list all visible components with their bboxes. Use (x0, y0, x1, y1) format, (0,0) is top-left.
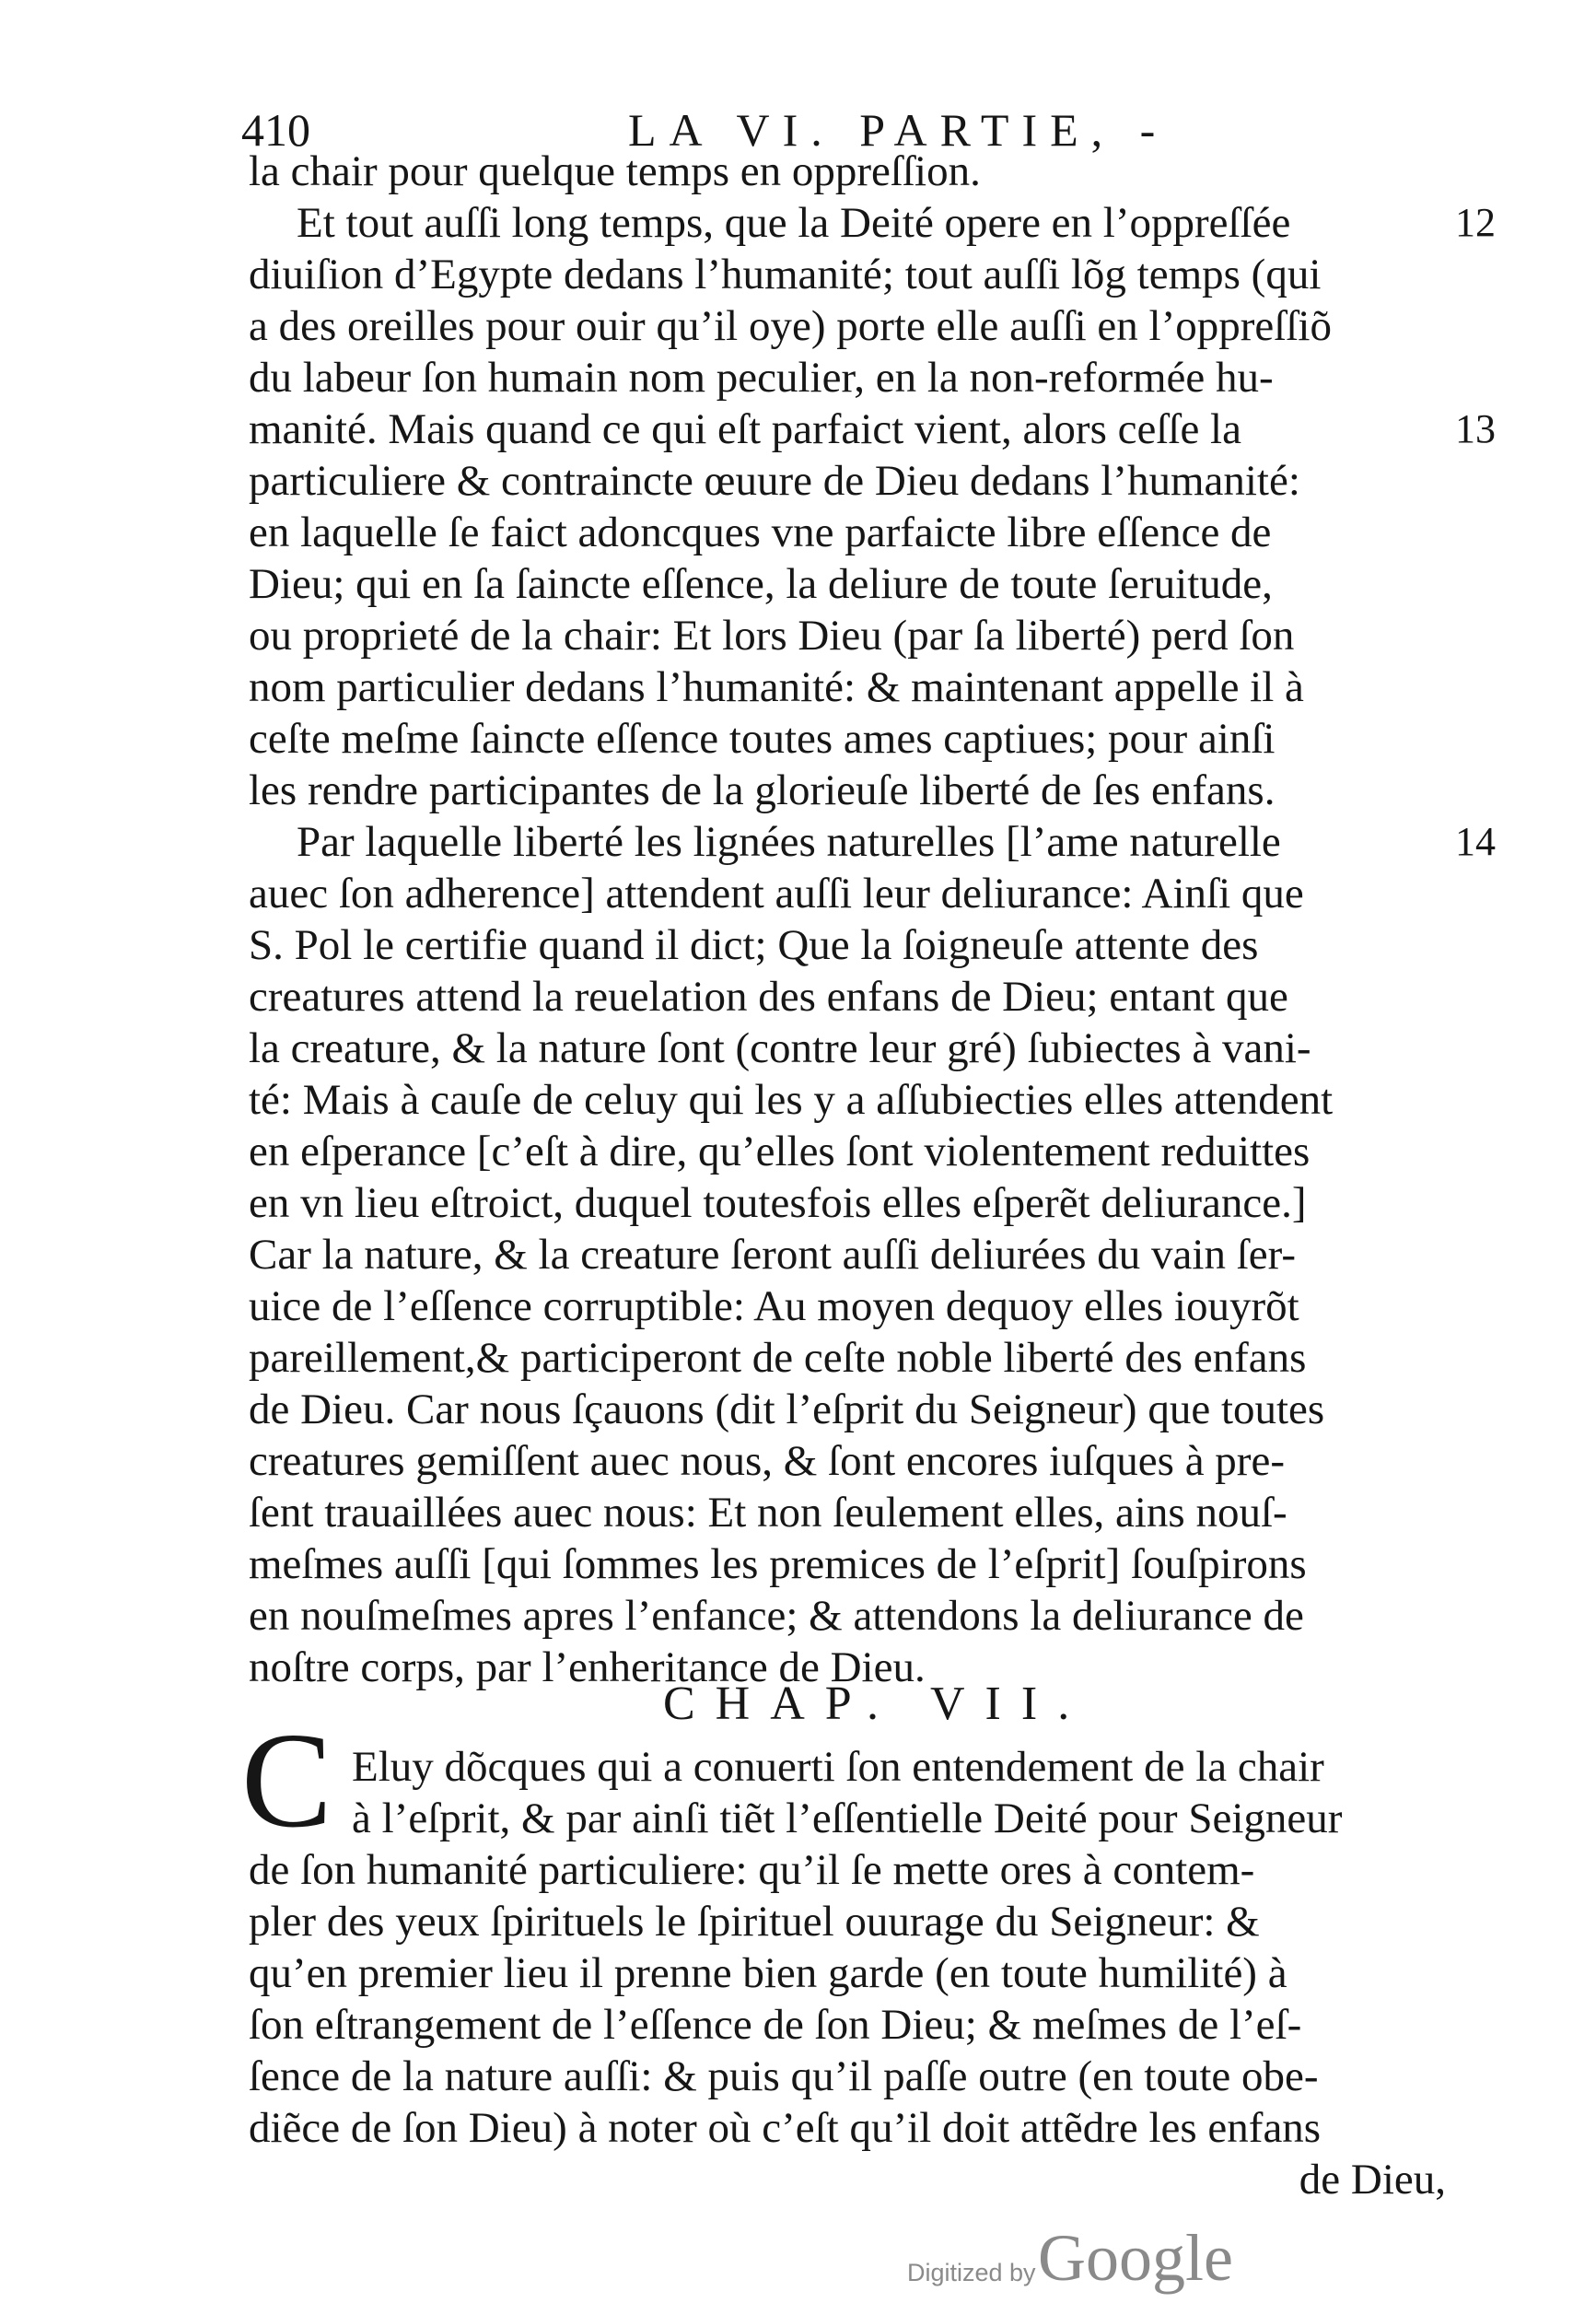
text-line: Par laquelle liberté les lignées naturelles [l’ame naturelle (297, 818, 1281, 866)
text-line: té: Mais à cauſe de celuy qui les y a aſſubiecties elles attendent (249, 1076, 1334, 1124)
text-line: en vn lieu eſtroict, duquel toutesfois elles eſperẽt deliurance.] (249, 1179, 1307, 1227)
running-title: LA VI. PARTIE, - (628, 104, 1169, 156)
text-line: Car la nature, & la creature ſeront auſſi deliurées du vain ſer- (249, 1231, 1296, 1279)
text-line: ſent trauaillées auec nous: Et non ſeulement elles, ains nouſ- (249, 1489, 1287, 1537)
text-line: de Dieu. Car nous ſçauons (dit l’eſprit du Seigneur) que toutes (249, 1385, 1325, 1433)
text-line: meſmes auſſi [qui ſommes les premices de l’eſprit] ſouſpirons (249, 1540, 1307, 1588)
verse-number: 14 (1455, 819, 1496, 864)
text-line: auec ſon adherence] attendent auſſi leur deliurance: Ainſi que (249, 870, 1304, 918)
text-line: S. Pol le certifie quand il dict; Que la ſoigneuſe attente des (249, 921, 1259, 969)
text-line: Dieu; qui en ſa ſaincte eſſence, la deliure de toute ſeruitude, (249, 560, 1273, 608)
text-line: pareillement,& participeront de ceſte noble liberté des enfans (249, 1334, 1307, 1382)
verse-number: 13 (1455, 406, 1496, 451)
text-line: en laquelle ſe faict adoncques vne parfaicte libre eſſence de (249, 509, 1272, 556)
text-line: pler des yeux ſpirituels le ſpirituel ouurage du Seigneur: & (249, 1898, 1260, 1946)
text-line: creatures attend la reuelation des enfans de Dieu; entant que (249, 973, 1288, 1021)
text-line: nom particulier dedans l’humanité: & maintenant appelle il à (249, 663, 1304, 711)
text-line: ceſte meſme ſaincte eſſence toutes ames captiues; pour ainſi (249, 715, 1276, 763)
text-line: de ſon humanité particuliere: qu’il ſe mette ores à contem- (249, 1846, 1255, 1894)
text-line: la chair pour quelque temps en oppreſſion. (249, 147, 981, 195)
text-line: particuliere & contraincte œuure de Dieu dedans l’humanité: (249, 457, 1300, 505)
text-line: la creature, & la nature ſont (contre leur gré) ſubiectes à vani- (249, 1024, 1311, 1072)
verse-number: 12 (1455, 200, 1496, 245)
google-logo: Google (1038, 2221, 1233, 2295)
text-line: Et tout auſſi long temps, que la Deité opere en l’oppreſſée (297, 199, 1291, 247)
text-line: noſtre corps, par l’enheritance de Dieu. (249, 1643, 926, 1691)
text-line: manité. Mais quand ce qui eſt parfaict vient, alors ceſſe la (249, 405, 1241, 453)
text-line: les rendre participantes de la glorieuſe liberté de ſes enfans. (249, 766, 1276, 814)
text-line: uice de l’eſſence corruptible: Au moyen dequoy elles iouyrõt (249, 1282, 1299, 1330)
catchword: de Dieu, (1299, 2156, 1446, 2204)
text-line: à l’eſprit, & par ainſi tiẽt l’eſſentielle Deité pour Seigneur (352, 1794, 1343, 1842)
text-line: ſence de la nature auſſi: & puis qu’il paſſe outre (en toute obe- (249, 2052, 1319, 2100)
drop-cap: C (241, 1705, 332, 1856)
digitized-by-label: Digitized by (907, 2259, 1036, 2286)
text-line: ou proprieté de la chair: Et lors Dieu (par ſa liberté) perd ſon (249, 612, 1295, 660)
text-line: a des oreilles pour ouir qu’il oye) porte elle auſſi en l’oppreſſiõ (249, 302, 1332, 350)
text-line: Eluy dõcques qui a conuerti ſon entendement de la chair (352, 1743, 1324, 1791)
text-line: creatures gemiſſent auec nous, & ſont encores iuſques à pre- (249, 1437, 1285, 1485)
text-line: diuiſion d’Egypte dedans l’humanité; tout auſſi lõg temps (qui (249, 251, 1322, 298)
text-line: en nouſmeſmes apres l’enfance; & attendons la deliurance de (249, 1592, 1304, 1640)
text-line: ſon eſtrangement de l’eſſence de ſon Dieu; & meſmes de l’eſ- (249, 2001, 1302, 2049)
digitized-watermark (907, 2220, 1276, 2303)
text-line: diẽce de ſon Dieu) à noter où c’eſt qu’il doit attẽdre les enfans (249, 2104, 1322, 2152)
page-number: 410 (241, 104, 310, 156)
text-line: qu’en premier lieu il prenne bien garde (en toute humilité) à (249, 1949, 1287, 1997)
text-line: du labeur ſon humain nom peculier, en la non-reformée hu- (249, 354, 1274, 402)
chapter-heading: CHAP. VII. (663, 1678, 1090, 1730)
text-line: en eſperance [c’eſt à dire, qu’elles ſont violentement reduittes (249, 1128, 1311, 1175)
